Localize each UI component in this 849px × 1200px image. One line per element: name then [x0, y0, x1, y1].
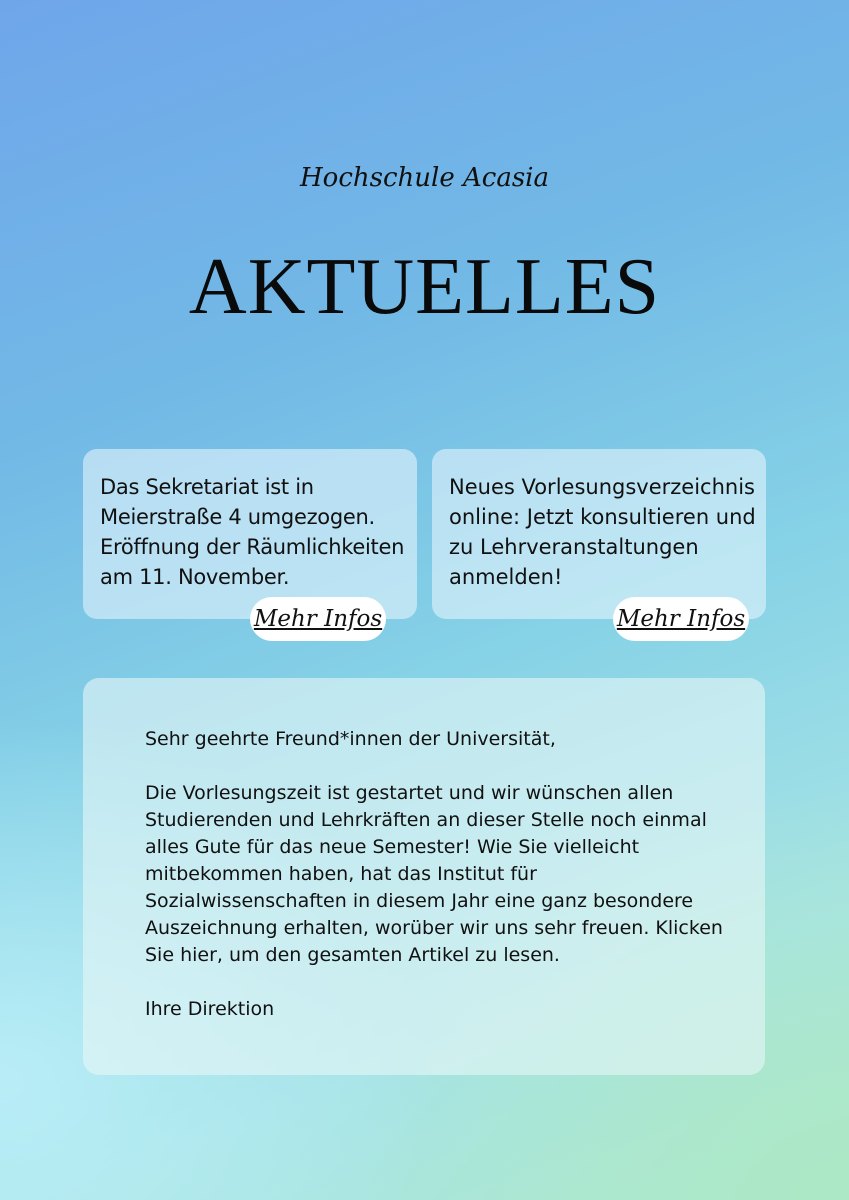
organization-name: Hochschule Acasia	[300, 163, 549, 193]
page-title: AKTUELLES	[188, 243, 661, 331]
news-card-text: Neues Vorlesungsverzeichnis online: Jetzt konsultieren und zu Lehrveranstaltungen anmelden!	[449, 475, 756, 589]
more-info-button-office-move[interactable]: Mehr Infos	[250, 597, 386, 641]
director-letter	[83, 678, 765, 1075]
letter-body: Die Vorlesungszeit ist gestartet und wir wünschen allen Studierenden und Lehrkräften an dieser Stelle noch einmal alles Gute für das neue Semester! Wie Sie vielleicht mitbekommen haben, hat das Institut für Sozialwissenschaften in diesem Jahr eine ganz besondere Auszeichnung erhalten, worüber wir uns sehr freuen. Klicken Sie hier, um den gesamten Artikel zu lesen.	[145, 782, 723, 966]
news-card-course-catalog	[432, 449, 766, 619]
letter-signature: Ihre Direktion	[145, 998, 275, 1020]
news-card-text: Das Sekretariat ist in Meierstraße 4 umgezogen. Eröffnung der Räumlichkeiten am 11. November.	[100, 475, 405, 589]
more-info-button-course-catalog[interactable]: Mehr Infos	[613, 597, 749, 641]
news-card-office-move	[83, 449, 417, 619]
letter-greeting: Sehr geehrte Freund*innen der Universität,	[145, 728, 556, 750]
